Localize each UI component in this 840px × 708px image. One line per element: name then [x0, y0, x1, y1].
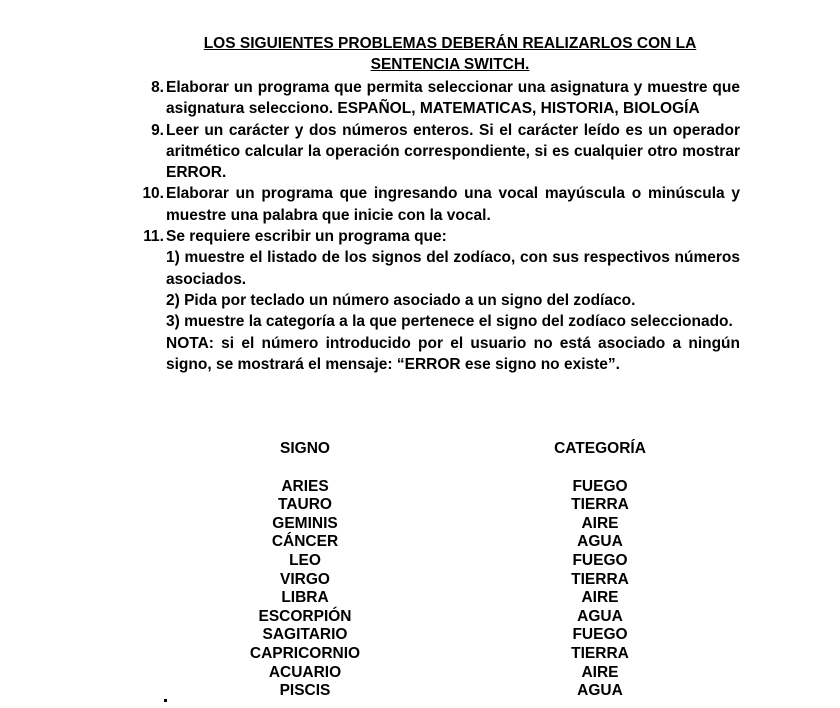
- problem-text: Se requiere escribir un programa que:: [166, 228, 447, 246]
- signo-cell: LIBRA: [281, 589, 329, 607]
- signo-cell: TAURO: [278, 496, 332, 514]
- problem-number: 9.: [151, 121, 164, 139]
- categoria-cell: TIERRA: [571, 644, 629, 662]
- problem-text: Leer un carácter y dos números enteros. Si el carácter leído es un operador aritmético calcular la operación correspondiente, si es cualquier otro mostrar ERROR.: [166, 121, 740, 182]
- signo-cell: SAGITARIO: [262, 626, 348, 644]
- problem-list: [136, 77, 740, 375]
- signo-cell: LEO: [289, 551, 321, 569]
- categoria-cell: TIERRA: [571, 496, 629, 514]
- signo-cell: CÁNCER: [271, 533, 339, 551]
- subitem-2: 2) Pida por teclado un número asociado a un signo del zodíaco.: [166, 291, 636, 309]
- problem-number: 8.: [151, 79, 164, 96]
- categoria-cell: AIRE: [581, 589, 619, 607]
- signo-cell: ACUARIO: [268, 663, 342, 681]
- problem-number: 11.: [143, 228, 164, 246]
- problem-9: [136, 120, 740, 184]
- heading-line-2: SENTENCIA SWITCH.: [370, 56, 530, 73]
- problem-text: Elaborar un programa que ingresando una vocal mayúscula o minúscula y muestre una palabra que inicie con la vocal.: [166, 185, 740, 224]
- categoria-column: [500, 440, 700, 701]
- signo-cell: CAPRICORNIO: [249, 644, 361, 662]
- problem-text: Elaborar un programa que permita seleccionar una asignatura y muestre que asignatura selecciono. ESPAÑOL, MATEMATICAS, HISTORIA, BIOLOGÍA: [166, 79, 740, 118]
- header-signo: SIGNO: [280, 440, 330, 457]
- problem-11: [136, 226, 740, 375]
- categoria-cell: FUEGO: [572, 477, 628, 495]
- header-categoria: CATEGORÍA: [554, 440, 646, 457]
- problem-8: [136, 77, 740, 120]
- signo-cell: VIRGO: [280, 570, 330, 588]
- categoria-cell: TIERRA: [571, 570, 629, 588]
- heading-line-1: LOS SIGUIENTES PROBLEMAS DEBERÁN REALIZARLOS CON LA: [203, 35, 697, 52]
- categoria-cell: AGUA: [577, 533, 623, 551]
- categoria-cell: AGUA: [577, 682, 623, 700]
- subitem-3: 3) muestre la categoría a la que pertenece el signo del zodíaco seleccionado.: [166, 313, 733, 331]
- subitem-1: 1) muestre el listado de los signos del zodíaco, con sus respectivos números asociados.: [166, 249, 740, 288]
- stray-dot: [164, 699, 167, 702]
- categoria-cell: AIRE: [581, 514, 619, 532]
- categoria-cell: FUEGO: [572, 626, 628, 644]
- signo-cell: PISCIS: [279, 682, 331, 700]
- signo-cell: ARIES: [281, 477, 329, 495]
- signo-cell: GEMINIS: [272, 514, 338, 532]
- categoria-cell: AIRE: [581, 663, 619, 681]
- note: NOTA: si el número introducido por el usuario no está asociado a ningún signo, se mostrará el mensaje: “ERROR ese signo no existe”.: [166, 334, 740, 373]
- categoria-cell: FUEGO: [572, 551, 628, 569]
- problem-10: [136, 183, 740, 226]
- signo-cell: ESCORPIÓN: [258, 607, 352, 625]
- problem-number: 10.: [142, 185, 164, 203]
- signo-column: [205, 440, 405, 701]
- categoria-cell: AGUA: [577, 607, 623, 625]
